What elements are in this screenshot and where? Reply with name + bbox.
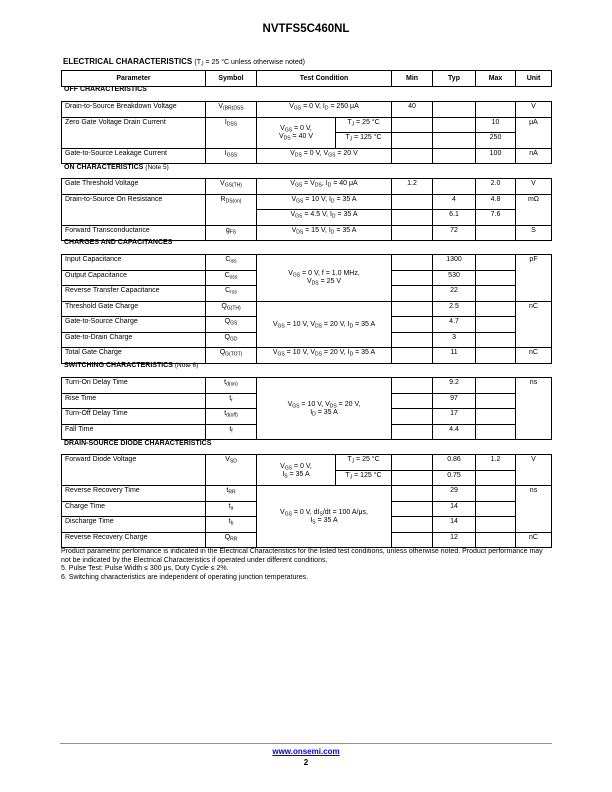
table-row: [62, 117, 552, 133]
table-row: [62, 148, 552, 164]
test-condition-cell: $V_{GS} = V_{DS}$, $I_D = 40$ μA: [257, 179, 392, 195]
symbol-cell: $Q_{RR}$: [206, 532, 257, 548]
max-cell: 1.2: [476, 455, 516, 471]
symbol-cell: $t_a$: [206, 501, 257, 517]
typ-cell: 4: [433, 194, 476, 210]
symbol-cell: $Q_{GS}$: [206, 317, 257, 333]
column-header-test-condition: Test Condition: [257, 71, 392, 87]
unit-cell: ns: [516, 486, 552, 533]
max-cell: [476, 225, 516, 241]
min-cell: [392, 393, 433, 409]
unit-cell: S: [516, 225, 552, 241]
parameter-cell: Gate Threshold Voltage: [62, 179, 206, 195]
max-cell: [476, 409, 516, 425]
unit-cell: V: [516, 102, 552, 118]
note-6: 6. Switching characteristics are independent of operating junction temperatures.: [61, 573, 309, 581]
typ-cell: 17: [433, 409, 476, 425]
test-condition-cell: $V_{GS} = 10$ V, $V_{DS} = 20$ V, $I_D = 35$ A: [257, 378, 392, 440]
min-cell: [392, 194, 433, 210]
max-cell: [476, 286, 516, 302]
symbol-cell: $V_{SD}$: [206, 455, 257, 486]
unit-cell: nC: [516, 301, 552, 348]
parameter-cell: Input Capacitance: [62, 255, 206, 271]
symbol-cell: $Q_{G(TOT)}$: [206, 348, 257, 364]
max-cell: [476, 470, 516, 486]
min-cell: [392, 455, 433, 471]
max-cell: [476, 532, 516, 548]
table-row: [62, 348, 552, 364]
min-cell: [392, 117, 433, 133]
max-cell: 7.6: [476, 210, 516, 226]
max-cell: [476, 317, 516, 333]
unit-cell: pF: [516, 255, 552, 302]
column-header-table: [61, 70, 552, 87]
test-condition-cell: $V_{GS} = 0$ V, f = 1.0 MHz, $V_{DS} = 25$ V: [257, 255, 392, 302]
max-cell: [476, 424, 516, 440]
test-condition-cell: $V_{DS} = 15$ V, $I_D = 35$ A: [257, 225, 392, 241]
typ-cell: 14: [433, 501, 476, 517]
test-condition-cell: $V_{GS} = 0$ V, $dI_S/dt = 100$ A/μs, $I_S = 35$ A: [257, 486, 392, 548]
table-row: [62, 301, 552, 317]
table-row: [62, 179, 552, 195]
symbol-cell: $t_{d(off)}$: [206, 409, 257, 425]
typ-cell: [433, 148, 476, 164]
temperature-condition-cell: $T_J = 125$ °C: [336, 470, 392, 486]
test-condition-cell: $V_{GS} = 10$ V, $V_{DS} = 20$ V, $I_D = 35$ A: [257, 348, 392, 364]
section-title: DRAIN-SOURCE DIODE CHARACTERISTICS: [64, 440, 212, 447]
parameter-cell: Reverse Recovery Charge: [62, 532, 206, 548]
min-cell: [392, 210, 433, 226]
parameter-cell: Fall Time: [62, 424, 206, 440]
symbol-cell: $V_{GS(TH)}$: [206, 179, 257, 195]
symbol-cell: $Q_{G(TH)}$: [206, 301, 257, 317]
title-main: ELECTRICAL CHARACTERISTICS: [63, 57, 193, 66]
section-table: [61, 254, 552, 364]
symbol-cell: $C_{iss}$: [206, 255, 257, 271]
temperature-condition-cell: $T_J = 25$ °C: [336, 455, 392, 471]
parameter-cell: Gate-to-Source Charge: [62, 317, 206, 333]
typ-cell: 4.7: [433, 317, 476, 333]
min-cell: [392, 470, 433, 486]
test-condition-cell: $V_{GS} = 0$ V, $I_S = 35$ A: [257, 455, 336, 486]
typ-cell: 9.2: [433, 378, 476, 394]
typ-cell: 11: [433, 348, 476, 364]
max-cell: [476, 486, 516, 502]
symbol-cell: $g_{FS}$: [206, 225, 257, 241]
table-row: [62, 455, 552, 471]
temperature-condition-cell: $T_J = 25$ °C: [336, 117, 392, 133]
table-title: [63, 57, 305, 66]
test-condition-cell: $V_{GS} = 10$ V, $I_D = 35$ A: [257, 194, 392, 210]
max-cell: 250: [476, 133, 516, 149]
table-row: [62, 255, 552, 271]
symbol-cell: $R_{DS(on)}$: [206, 194, 257, 225]
unit-cell: V: [516, 179, 552, 195]
table-row: [62, 486, 552, 502]
max-cell: 10: [476, 117, 516, 133]
section-table: [61, 101, 552, 164]
typ-cell: 0.86: [433, 455, 476, 471]
parameter-cell: Total Gate Charge: [62, 348, 206, 364]
typ-cell: 3: [433, 332, 476, 348]
typ-cell: 530: [433, 270, 476, 286]
min-cell: [392, 486, 433, 502]
max-cell: 2.0: [476, 179, 516, 195]
min-cell: [392, 501, 433, 517]
typ-cell: [433, 102, 476, 118]
table-row: [62, 378, 552, 394]
parameter-cell: Reverse Transfer Capacitance: [62, 286, 206, 302]
section-title: CHARGES AND CAPACITANCES: [64, 239, 173, 246]
symbol-cell: $V_{(BR)DSS}$: [206, 102, 257, 118]
test-condition-cell: $V_{GS} = 10$ V, $V_{DS} = 20$ V, $I_D = 35$ A: [257, 301, 392, 348]
title-condition: ($T_J = 25$ °C unless otherwise noted): [194, 59, 305, 68]
max-cell: [476, 517, 516, 533]
min-cell: [392, 348, 433, 364]
column-header-parameter: Parameter: [62, 71, 206, 87]
typ-cell: 22: [433, 286, 476, 302]
footer-divider: [60, 743, 552, 744]
max-cell: [476, 501, 516, 517]
min-cell: [392, 532, 433, 548]
parameter-cell: Zero Gate Voltage Drain Current: [62, 117, 206, 148]
column-header-max: Max: [476, 71, 516, 87]
min-cell: [392, 148, 433, 164]
parameter-cell: Gate-to-Drain Charge: [62, 332, 206, 348]
unit-cell: V: [516, 455, 552, 486]
temperature-condition-cell: $T_J = 125$ °C: [336, 133, 392, 149]
typ-cell: 6.1: [433, 210, 476, 226]
max-cell: [476, 393, 516, 409]
parameter-cell: Turn-Off Delay Time: [62, 409, 206, 425]
parameter-cell: Forward Transconductance: [62, 225, 206, 241]
symbol-cell: $I_{GSS}$: [206, 148, 257, 164]
typ-cell: 97: [433, 393, 476, 409]
min-cell: [392, 270, 433, 286]
part-number-header: NVTFS5C460NL: [262, 23, 350, 35]
unit-cell: μA: [516, 117, 552, 148]
typ-cell: 2.5: [433, 301, 476, 317]
unit-cell: ns: [516, 378, 552, 440]
symbol-cell: $t_b$: [206, 517, 257, 533]
min-cell: [392, 424, 433, 440]
parameter-cell: Turn-On Delay Time: [62, 378, 206, 394]
min-cell: 40: [392, 102, 433, 118]
parameter-cell: Threshold Gate Charge: [62, 301, 206, 317]
parameter-cell: Reverse Recovery Time: [62, 486, 206, 502]
max-cell: [476, 378, 516, 394]
min-cell: [392, 225, 433, 241]
min-cell: [392, 133, 433, 149]
table-row: [62, 194, 552, 210]
column-header-min: Min: [392, 71, 433, 87]
section-table: [61, 178, 552, 241]
table-row: [62, 102, 552, 118]
section-table: [61, 377, 552, 440]
section-title: SWITCHING CHARACTERISTICS (Note 6): [64, 362, 199, 369]
typ-cell: [433, 117, 476, 133]
min-cell: [392, 409, 433, 425]
section-title: ON CHARACTERISTICS (Note 5): [64, 164, 169, 171]
min-cell: [392, 378, 433, 394]
column-header-typ: Typ: [433, 71, 476, 87]
page-number: 2: [303, 758, 309, 767]
typ-cell: 72: [433, 225, 476, 241]
notes: [61, 548, 553, 582]
unit-cell: nC: [516, 532, 552, 548]
parameter-cell: Output Capacitance: [62, 270, 206, 286]
typ-cell: [433, 133, 476, 149]
parameter-cell: Gate-to-Source Leakage Current: [62, 148, 206, 164]
parameter-cell: Charge Time: [62, 501, 206, 517]
symbol-cell: $C_{rss}$: [206, 286, 257, 302]
symbol-cell: $t_{d(on)}$: [206, 378, 257, 394]
max-cell: [476, 348, 516, 364]
parameter-cell: Drain-to-Source Breakdown Voltage: [62, 102, 206, 118]
symbol-cell: $t_{RR}$: [206, 486, 257, 502]
test-condition-cell: $V_{GS} = 4.5$ V, $I_D = 35$ A: [257, 210, 392, 226]
test-condition-cell: $V_{GS} = 0$ V, $V_{DS} = 40$ V: [257, 117, 336, 148]
symbol-cell: $C_{oss}$: [206, 270, 257, 286]
min-cell: [392, 317, 433, 333]
parameter-cell: Drain-to-Source On Resistance: [62, 194, 206, 225]
general-note: Product parametric performance is indicated in the Electrical Characteristics for the listed test conditions, unless otherwise noted. Product performance may not be indicated by the Electrical Characteristics if operated under different conditions.: [61, 548, 543, 564]
symbol-cell: $t_r$: [206, 393, 257, 409]
min-cell: [392, 255, 433, 271]
typ-cell: 12: [433, 532, 476, 548]
website-link[interactable]: www.onsemi.com: [272, 747, 340, 756]
typ-cell: [433, 179, 476, 195]
symbol-cell: $t_f$: [206, 424, 257, 440]
parameter-cell: Discharge Time: [62, 517, 206, 533]
typ-cell: 1300: [433, 255, 476, 271]
min-cell: [392, 517, 433, 533]
test-condition-cell: $V_{GS} = 0$ V, $I_D = 250$ μA: [257, 102, 392, 118]
min-cell: [392, 301, 433, 317]
max-cell: 4.8: [476, 194, 516, 210]
section-table: [61, 454, 552, 548]
max-cell: [476, 332, 516, 348]
note-5: 5. Pulse Test: Pulse Width ≤ 300 μs, Duty Cycle ≤ 2%.: [61, 565, 229, 573]
section-title: OFF CHARACTERISTICS: [64, 86, 147, 93]
unit-cell: nC: [516, 348, 552, 364]
column-header-unit: Unit: [516, 71, 552, 87]
parameter-cell: Forward Diode Voltage: [62, 455, 206, 486]
typ-cell: 0.75: [433, 470, 476, 486]
symbol-cell: $Q_{GD}$: [206, 332, 257, 348]
typ-cell: 14: [433, 517, 476, 533]
min-cell: [392, 286, 433, 302]
max-cell: [476, 255, 516, 271]
column-header-symbol: Symbol: [206, 71, 257, 87]
max-cell: 100: [476, 148, 516, 164]
min-cell: [392, 332, 433, 348]
symbol-cell: $I_{DSS}$: [206, 117, 257, 148]
unit-cell: nA: [516, 148, 552, 164]
max-cell: [476, 102, 516, 118]
unit-cell: mΩ: [516, 194, 552, 225]
max-cell: [476, 301, 516, 317]
max-cell: [476, 270, 516, 286]
min-cell: 1.2: [392, 179, 433, 195]
test-condition-cell: $V_{DS} = 0$ V, $V_{GS} = 20$ V: [257, 148, 392, 164]
typ-cell: 29: [433, 486, 476, 502]
parameter-cell: Rise Time: [62, 393, 206, 409]
typ-cell: 4.4: [433, 424, 476, 440]
